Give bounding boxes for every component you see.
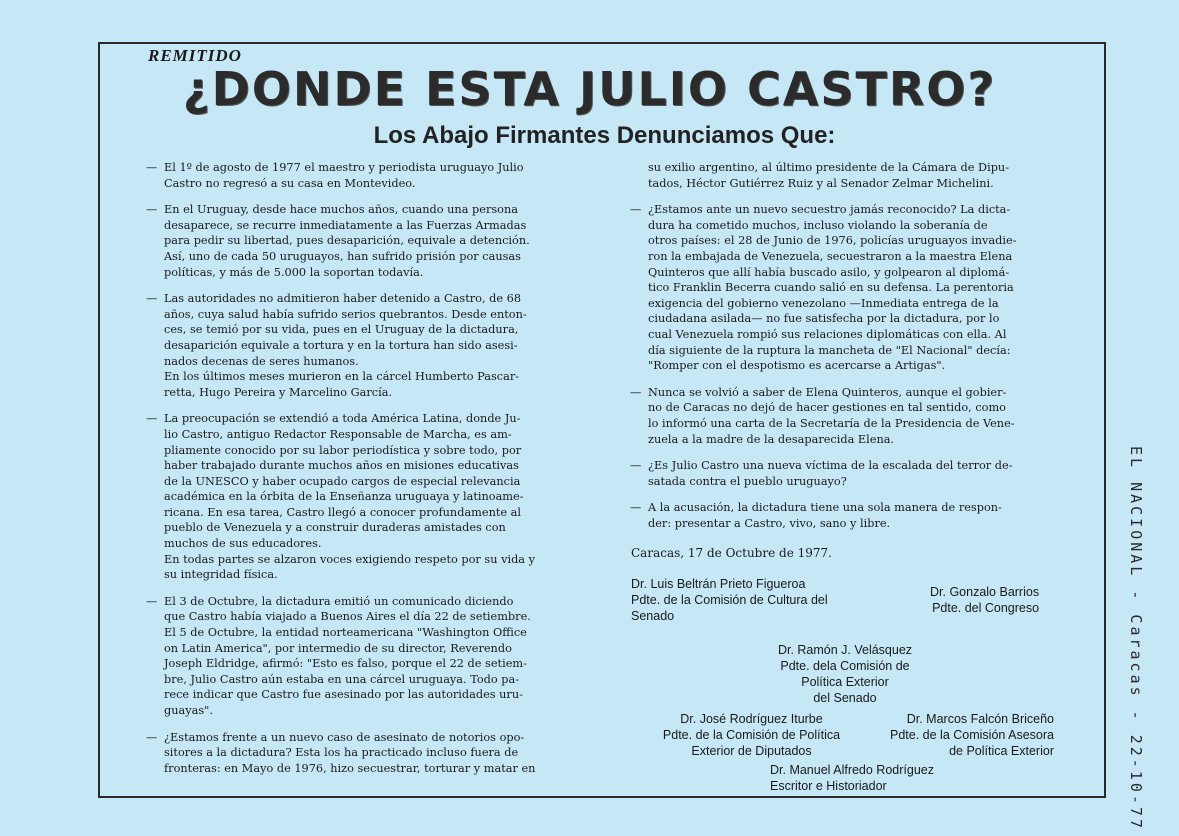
signature-barrios: Dr. Gonzalo Barrios Pdte. del Congreso	[930, 585, 1040, 615]
paragraph: — El 1º de agosto de 1977 el maestro y periodista uruguayo Julio Castro no regresó a su casa en Montevideo.	[146, 161, 524, 190]
paragraph: — ¿Estamos ante un nuevo secuestro jamás reconocido? La dicta- dura ha cometido muchos, incluso violando la soberanía de otros países: el 28 de Junio de 1976, policías uruguayos invadie- ron la embajada de Venezuela, secuestraron a la maestra Elena Quinteros que allí había buscado asilo, y golpearon al diplomá- tico Franklin Becerra cuando salió en su defensa. La perentoria exigencia del gobierno venezolano —Inmediata entrega de la ciudadana asilada— no fue satisfecha por la dictadura, por lo cual Venezuela rompió sus relaciones diplomáticas con ella. Al día siguiente de la ruptura la mancheta de "El Nacional" decía: "Romper con el despotismo es acercarse a Artigas".	[630, 203, 1017, 373]
signature-rodriguez: Dr. Manuel Alfredo Rodríguez Escritor e Historiador	[770, 763, 934, 793]
paragraph: — Nunca se volvió a saber de Elena Quinteros, aunque el gobier- no de Caracas no dejó de hacer gestiones en tal sentido, como lo informó una carta de la Secretaría de la Presidencia de Vene- zuela a la madre de la desaparecida Elena.	[630, 385, 1015, 446]
subheadline: Los Abajo Firmantes Denunciamos Que:	[373, 122, 836, 149]
signature-prieto: Dr. Luis Beltrán Prieto Figueroa Pdte. de la Comisión de Cultura del Senado	[631, 577, 828, 623]
signature-iturbe: Dr. José Rodríguez Iturbe Pdte. de la Comisión de Política Exterior de Diputados	[662, 712, 841, 758]
signature-falcon: Dr. Marcos Falcón Briceño Pdte. de la Comisión Asesora de Política Exterior	[890, 712, 1054, 758]
paragraph: su exilio argentino, al último presidente de la Cámara de Dipu- tados, Héctor Gutiérrez Ruiz y al Senador Zelmar Michelini.	[648, 161, 1010, 190]
paragraph: — ¿Es Julio Castro una nueva víctima de la escalada del terror de- satada contra el pueblo uruguayo?	[630, 459, 1013, 488]
paragraph: — Las autoridades no admitieron haber detenido a Castro, de 68 años, cuya salud había sufrido serios quebrantos. Desde enton- ces, se temió por su vida, pues en el Uruguay de la dictadura, desaparición equivale a tortura y en la tortura han sido asesi- nados decenas de seres humanos. En los últimos meses murieron en la cárcel Humberto Pascar- retta, Hugo Pereira y Marcelino García.	[146, 292, 527, 399]
paragraph: — A la acusación, la dictadura tiene una sola manera de respon- der: presentar a Castro, vivo, sano y libre.	[630, 501, 1002, 530]
headline: ¿DONDE ESTA JULIO CASTRO?	[182, 62, 997, 116]
paragraph: — ¿Estamos frente a un nuevo caso de asesinato de notorios opo- sitores a la dictadura? Esta los ha practicado incluso fuera de fronteras: en Mayo de 1976, hizo secuestrar, torturar y matar en	[146, 730, 536, 775]
paragraph: — La preocupación se extendió a toda América Latina, donde Ju- lio Castro, antiguo Redactor Responsable de Marcha, es am- pliamente conocido por su labor periodística y sobre todo, por haber trabajado durante muchos años en misiones educativas de la UNESCO y haber ocupado cargos de especial relevancia académica en la órbita de la Enseñanza uruguaya y latinoame- ricana. En esa tarea, Castro llegó a conocer profundamente al pueblo de Venezuela y a construir duraderas amistades con muchos de sus educadores. En todas partes se alzaron voces exigiendo respeto por su vida y su integridad física.	[146, 412, 536, 582]
signature-velasquez: Dr. Ramón J. Velásquez Pdte. dela Comisión de Política Exterior del Senado	[777, 643, 913, 705]
margin-note-text: EL NACIONAL - Caracas - 22-10-77	[1127, 446, 1145, 831]
handwritten-margin-note	[1115, 446, 1155, 831]
right-column	[630, 160, 1040, 542]
paragraph: — El 3 de Octubre, la dictadura emitió un comunicado diciendo que Castro había viajado a Buenos Aires el día 22 de setiembre. El 5 de Octubre, la entidad norteamericana "Washington Office on Latin America", por intermedio de su director, Reverendo Joseph Eldridge, afirmó: "Esto es falso, porque el 22 de setiem- bre, Julio Castro aún estaba en una cárcel uruguaya. Todo pa- rece indicar que Castro fue asesinado por las autoridades uru- guayas".	[146, 594, 531, 717]
left-column	[146, 160, 572, 787]
dateline: Caracas, 17 de Octubre de 1977.	[631, 546, 832, 560]
paragraph: — En el Uruguay, desde hace muchos años, cuando una persona desaparece, se recurre inmediatamente a las Fuerzas Armadas para pedir su libertad, pues desaparición, equivale a detención. Así, uno de cada 50 uruguayos, han sufrido prisión por causas políticas, y más de 5.000 la soportan todavía.	[146, 203, 530, 279]
remitido-label: REMITIDO	[148, 46, 242, 65]
